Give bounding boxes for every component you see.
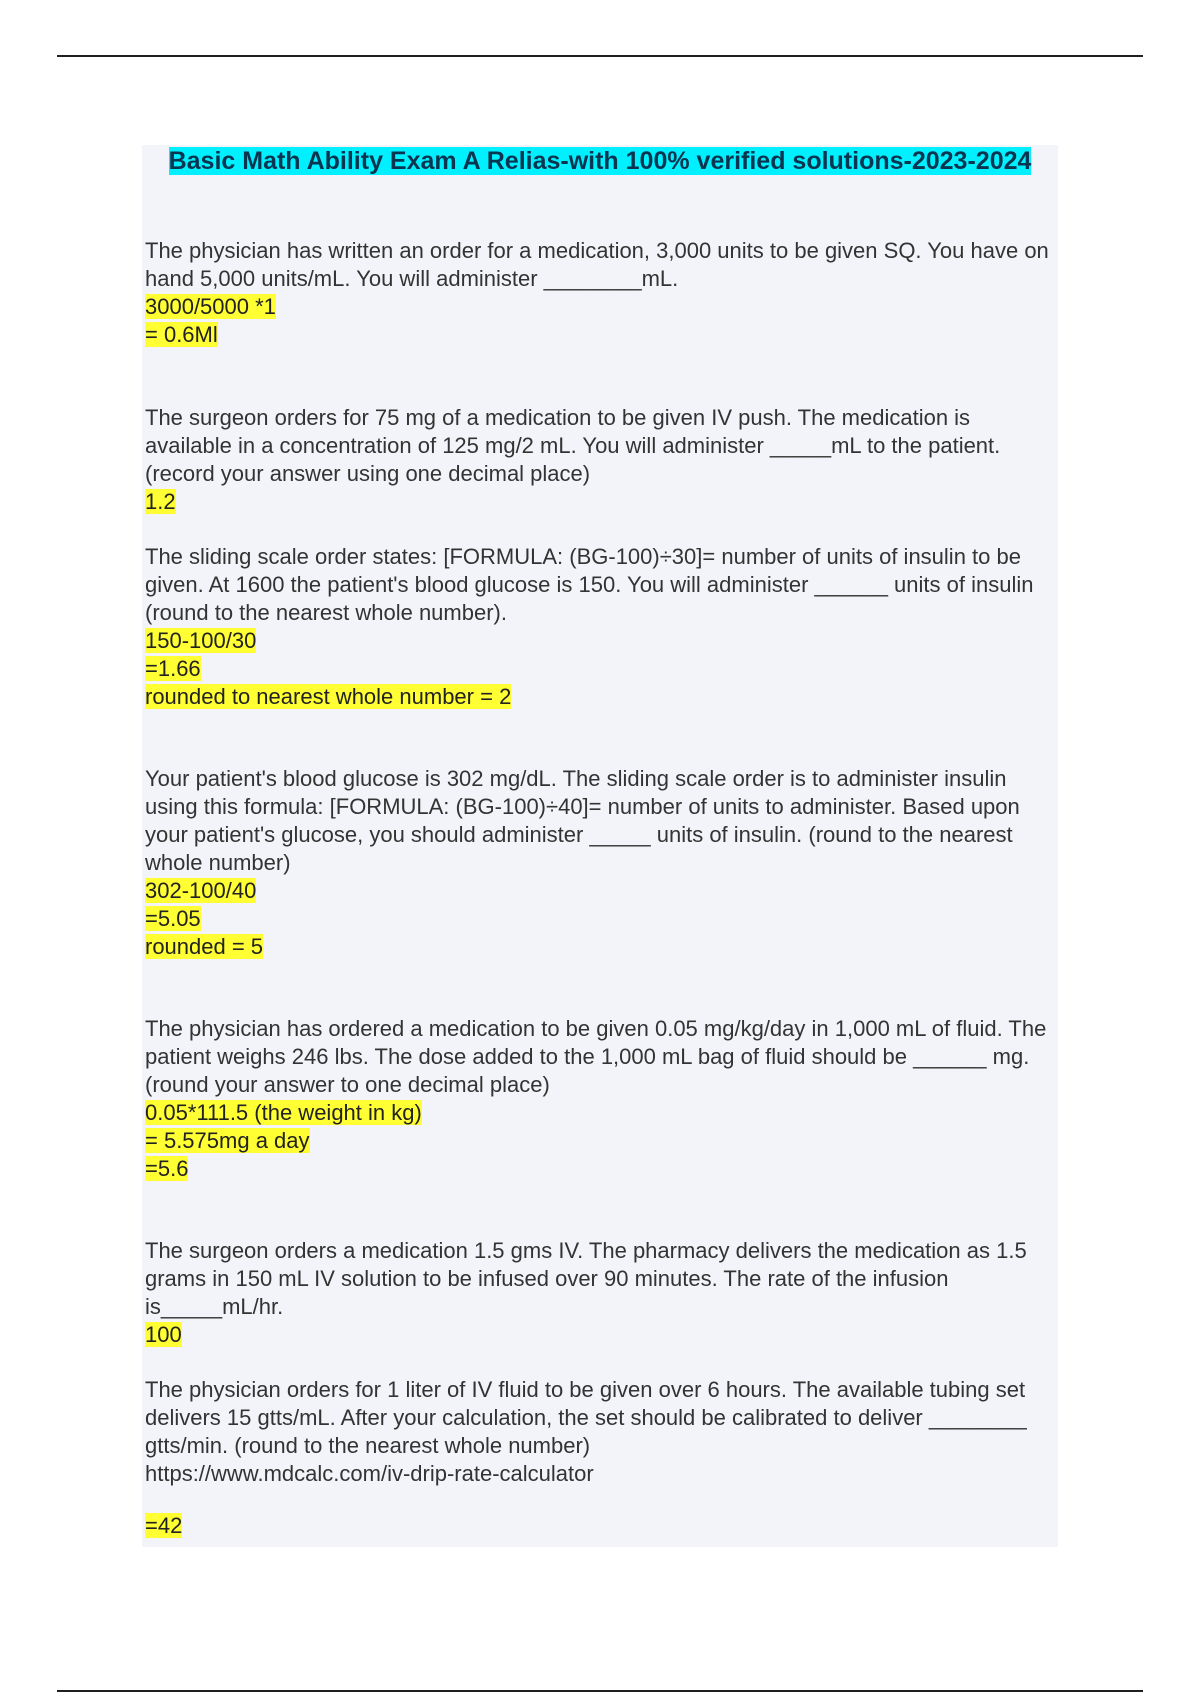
- answer-line: rounded = 5: [145, 934, 264, 959]
- question-block-7: [145, 1376, 1055, 1540]
- answer-line: 0.05*111.5 (the weight in kg): [145, 1100, 422, 1125]
- question-block-6: [145, 1237, 1055, 1349]
- answer-line: 150-100/30: [145, 628, 257, 653]
- question-text: The surgeon orders a medication 1.5 gms IV. The pharmacy delivers the medication as 1.5 grams in 150 mL IV solution to be infused over 90 minutes. The rate of the infusion is_____mL/hr.: [145, 1238, 1027, 1319]
- answer-line: 3000/5000 *1: [145, 294, 276, 319]
- answer-line: = 5.575mg a day: [145, 1128, 310, 1153]
- question-text: Your patient's blood glucose is 302 mg/dL. The sliding scale order is to administer insulin using this formula: [FORMULA: (BG-100)÷40]= number of units to administer. Based upon your patient's glucose, you should administer _____ units of insulin. (round to the nearest whole number): [145, 766, 1020, 875]
- question-text: The surgeon orders for 75 mg of a medication to be given IV push. The medication is available in a concentration of 125 mg/2 mL. You will administer _____mL to the patient. (record your answer using one decimal place): [145, 405, 1001, 486]
- answer-line: = 0.6Ml: [145, 322, 218, 347]
- document-title: [142, 145, 1058, 178]
- question-block-1: [145, 237, 1055, 349]
- answer-line: =1.66: [145, 656, 201, 681]
- answer-line: =42: [145, 1513, 183, 1538]
- question-text: The physician has ordered a medication to be given 0.05 mg/kg/day in 1,000 mL of fluid. The patient weighs 246 lbs. The dose added to the 1,000 mL bag of fluid should be ______ mg. (round your answer to one decimal place): [145, 1016, 1047, 1097]
- answer-line: 100: [145, 1322, 182, 1347]
- answer-line: =5.6: [145, 1156, 189, 1181]
- question-block-2: [145, 404, 1055, 516]
- calculator-link[interactable]: https://www.mdcalc.com/iv-drip-rate-calculator: [145, 1461, 594, 1486]
- question-text: The sliding scale order states: [FORMULA: (BG-100)÷30]= number of units of insulin to be given. At 1600 the patient's blood glucose is 150. You will administer ______ units of insulin (round to the nearest whole number).: [145, 544, 1034, 625]
- question-block-3: [145, 543, 1055, 711]
- top-rule: [57, 55, 1143, 57]
- question-text: The physician has written an order for a medication, 3,000 units to be given SQ. You have on hand 5,000 units/mL. You will administer ________mL.: [145, 238, 1049, 291]
- bottom-rule: [57, 1690, 1143, 1692]
- question-text: The physician orders for 1 liter of IV fluid to be given over 6 hours. The available tubing set delivers 15 gtts/mL. After your calculation, the set should be calibrated to deliver ________ gtts/min. (round to the nearest whole number): [145, 1377, 1027, 1458]
- answer-line: rounded to nearest whole number = 2: [145, 684, 512, 709]
- answer-line: =5.05: [145, 906, 201, 931]
- question-block-4: [145, 765, 1055, 961]
- question-block-5: [145, 1015, 1055, 1183]
- answer-line: 1.2: [145, 489, 176, 514]
- document-title-text: Basic Math Ability Exam A Relias-with 100% verified solutions-2023-2024: [168, 147, 1032, 175]
- answer-line: 302-100/40: [145, 878, 257, 903]
